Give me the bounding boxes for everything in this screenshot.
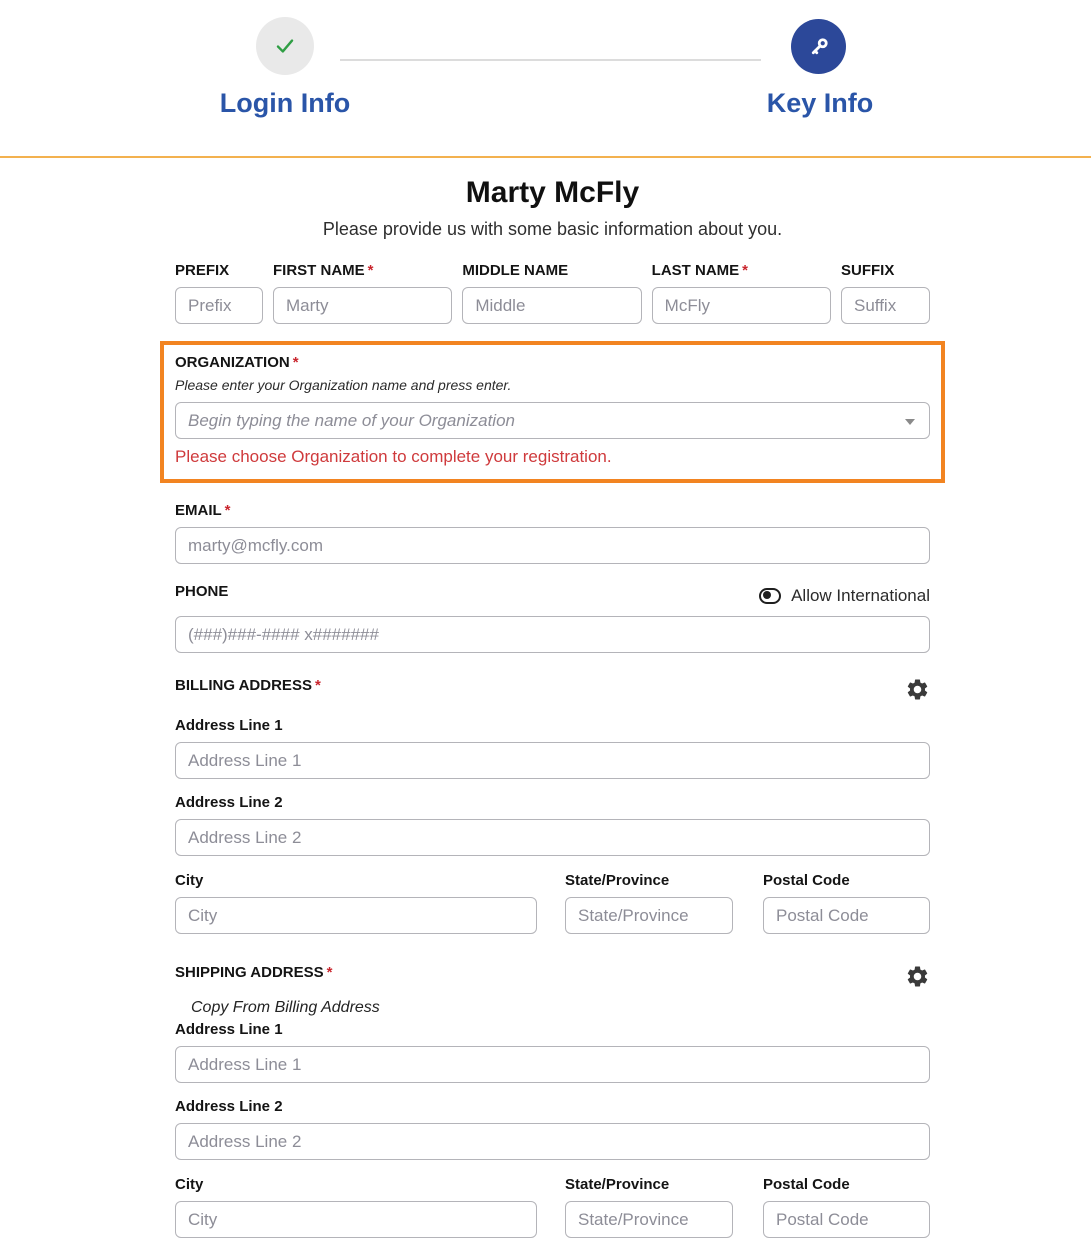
billing-state-input[interactable] (565, 897, 733, 934)
suffix-input[interactable] (841, 287, 930, 324)
required-asterisk: * (742, 262, 748, 279)
organization-select[interactable] (175, 402, 930, 439)
first-name-label: FIRST NAME * (273, 262, 374, 279)
step-key-circle[interactable] (791, 19, 846, 74)
shipping-address-label: SHIPPING ADDRESS * (175, 964, 333, 981)
phone-input[interactable] (175, 616, 930, 653)
shipping-city-input[interactable] (175, 1201, 537, 1238)
check-icon (272, 33, 298, 59)
shipping-city-label: City (175, 1176, 204, 1193)
shipping-settings-button[interactable] (905, 964, 930, 989)
billing-address1-input[interactable] (175, 742, 930, 779)
billing-address2-label: Address Line 2 (175, 794, 283, 811)
organization-error-message: Please choose Organization to complete your registration. (175, 447, 612, 466)
prefix-label: PREFIX (175, 262, 230, 279)
email-section (175, 502, 930, 564)
required-asterisk: * (367, 262, 374, 279)
shipping-address2-label: Address Line 2 (175, 1098, 283, 1115)
billing-address2-input[interactable] (175, 819, 930, 856)
registration-form (175, 176, 930, 1238)
billing-postal-label: Postal Code (763, 872, 850, 889)
step-label-login-info[interactable]: Login Info (219, 88, 351, 118)
billing-address1-label: Address Line 1 (175, 717, 283, 734)
shipping-postal-input[interactable] (763, 1201, 930, 1238)
billing-postal-input[interactable] (763, 897, 930, 934)
middle-name-label: MIDDLE NAME (462, 262, 569, 279)
billing-address-label: BILLING ADDRESS * (175, 677, 321, 694)
allow-international-toggle[interactable] (759, 586, 930, 606)
phone-section (175, 583, 930, 653)
name-fields-row (175, 262, 930, 324)
phone-label: PHONE (175, 583, 229, 600)
prefix-input[interactable] (175, 287, 263, 324)
page-subtitle: Please provide us with some basic information about you. (322, 219, 783, 239)
billing-state-label: State/Province (565, 872, 670, 889)
billing-city-input[interactable] (175, 897, 537, 934)
gear-icon (905, 677, 930, 702)
chevron-down-icon (905, 419, 915, 425)
wizard-stepper (0, 0, 1091, 158)
allow-international-label: Allow International (791, 585, 930, 605)
billing-address-section (175, 677, 930, 934)
key-icon (805, 33, 833, 61)
required-asterisk: * (292, 354, 299, 371)
shipping-address2-input[interactable] (175, 1123, 930, 1160)
middle-name-input[interactable] (462, 287, 641, 324)
step-login-circle[interactable] (256, 17, 314, 75)
required-asterisk: * (224, 502, 231, 519)
email-input[interactable] (175, 527, 930, 564)
step-label-key-info[interactable]: Key Info (766, 88, 874, 118)
last-name-label: LAST NAME * (651, 262, 748, 279)
required-asterisk: * (314, 677, 321, 694)
toggle-off-icon (759, 588, 781, 604)
billing-city-label: City (175, 872, 204, 889)
organization-select-placeholder: Begin typing the name of your Organization (188, 410, 515, 430)
first-name-input[interactable] (273, 287, 452, 324)
gear-icon (905, 964, 930, 989)
shipping-address1-input[interactable] (175, 1046, 930, 1083)
copy-from-billing-link[interactable]: Copy From Billing Address (191, 999, 380, 1016)
organization-helper-text: Please enter your Organization name and press enter. (175, 377, 512, 393)
stepper-connector-line (340, 59, 761, 61)
shipping-state-input[interactable] (565, 1201, 733, 1238)
billing-settings-button[interactable] (905, 677, 930, 702)
shipping-address-section (175, 964, 930, 1238)
shipping-postal-label: Postal Code (763, 1176, 850, 1193)
shipping-state-label: State/Province (565, 1176, 670, 1193)
suffix-label: SUFFIX (840, 262, 895, 279)
shipping-address1-label: Address Line 1 (175, 1021, 283, 1038)
organization-highlight-box (160, 341, 945, 483)
required-asterisk: * (326, 964, 333, 981)
organization-label: ORGANIZATION * (175, 354, 299, 371)
last-name-input[interactable] (652, 287, 831, 324)
page-title: Marty McFly (465, 176, 640, 209)
email-label: EMAIL * (175, 502, 231, 519)
